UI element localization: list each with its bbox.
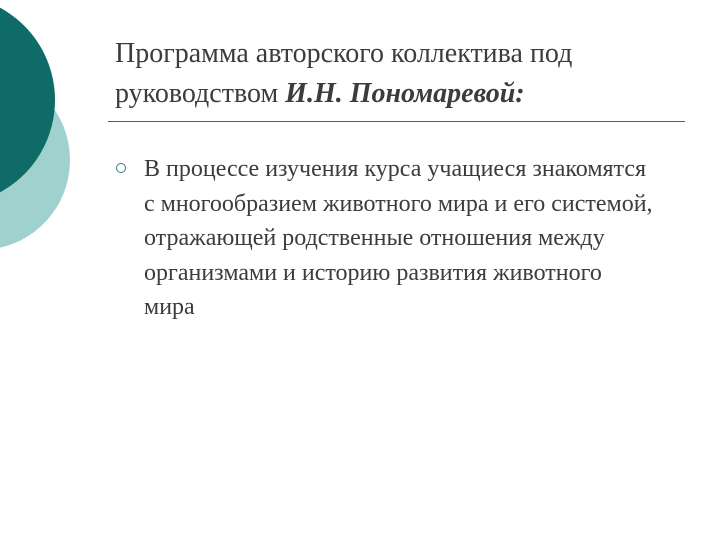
title-divider xyxy=(108,121,685,122)
bullet-text: В процессе изучения курса учащиеся знакомятся с многообразием животного мира и его системой, отражающей родственные отношения между организмами и историю развития животного мира xyxy=(144,156,653,320)
bullet-list xyxy=(115,152,655,325)
title-author: И.Н. Пономаревой: xyxy=(285,78,525,109)
title-prefix: Программа авторского коллектива под руководством xyxy=(115,38,573,109)
decorative-circles xyxy=(0,0,110,300)
slide-title xyxy=(115,34,695,114)
circle-bullet-icon xyxy=(116,163,126,173)
list-item xyxy=(115,152,655,325)
